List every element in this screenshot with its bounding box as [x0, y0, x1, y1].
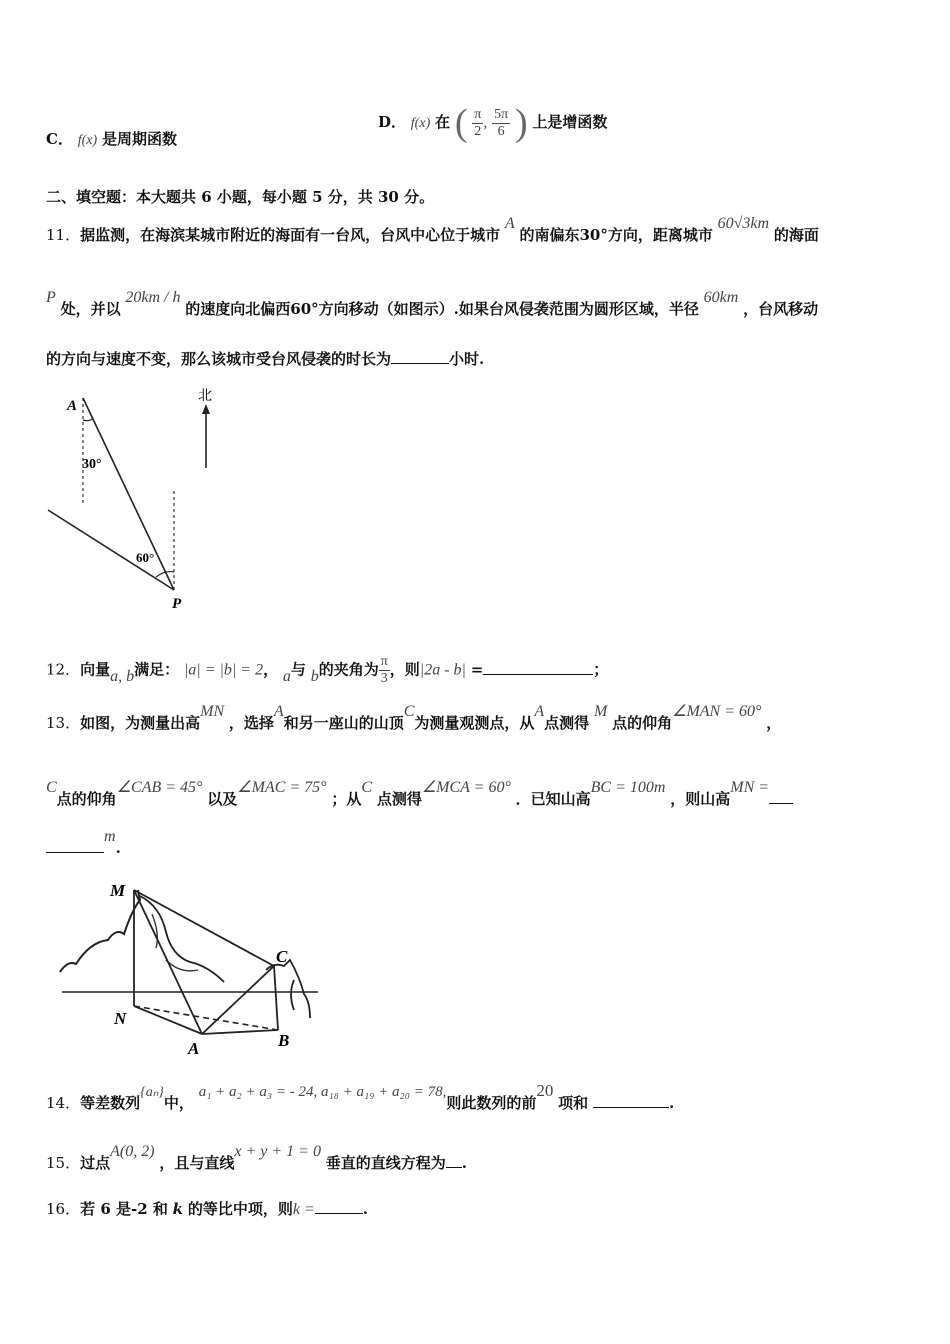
q13-num: 13．	[46, 714, 81, 732]
fig11-angle-60: 60°	[136, 550, 155, 565]
q13-text-2: ，选择	[228, 714, 274, 732]
section-title: 二、填空题：本大题共 6 小题，每小题 5 分，共 30 分。	[46, 188, 435, 206]
q11-math-dist: 60√3km	[717, 215, 770, 232]
q11-math-P: P	[46, 289, 56, 306]
mountain-c-outline	[266, 960, 310, 1018]
interval-open: (	[454, 102, 468, 144]
segment-ab	[202, 1030, 278, 1034]
q15-math-line: x + y + 1 = 0	[234, 1143, 321, 1160]
fig13-label-B: B	[278, 1031, 290, 1050]
option-d-line	[378, 104, 607, 142]
q13-math-BC: BC = 100m	[590, 779, 666, 796]
q13-math-MN: MN	[200, 703, 225, 720]
q13-math-MAC: ∠MAC = 75°	[237, 779, 327, 796]
interval-frac-1	[472, 107, 483, 140]
option-c-math: f(x)	[77, 133, 98, 148]
q13-math-M: M	[593, 703, 608, 720]
q13-text-7: ，	[766, 714, 782, 732]
q16-line	[46, 1198, 900, 1219]
q13-text-9: 以及	[207, 790, 238, 808]
q12-text-2: 满足：	[134, 660, 180, 679]
q16-answer-blank[interactable]	[315, 1199, 363, 1214]
q13-math-MN2: MN =	[730, 779, 770, 796]
q11-line2	[46, 289, 900, 319]
q13-math-MAN: ∠MAN = 60°	[672, 703, 762, 720]
q11-text-1a: 据监测，在海滨某城市附近的海面有一台风，台风中心位于城市	[80, 226, 501, 244]
q12-text-4: 与	[290, 660, 306, 679]
q13-math-C3: C	[361, 779, 373, 796]
q11-math-A: A	[504, 215, 515, 232]
q12-text-3: ，	[263, 660, 279, 679]
segment-mc	[134, 890, 274, 966]
q12-math-b: b	[310, 667, 319, 685]
q11-text-1b: 的南偏东	[519, 226, 580, 244]
q13-math-C: C	[403, 703, 415, 720]
q12-frac-num: π	[380, 654, 388, 669]
segment-na	[134, 1006, 202, 1034]
fig13-label-A: A	[188, 1039, 200, 1058]
frac1-den: 2	[474, 123, 482, 139]
frac1-num: π	[474, 106, 482, 122]
q11-text-2b: 的速度向北偏西	[185, 300, 291, 318]
q12-answer-blank[interactable]	[483, 660, 593, 675]
q11-num: 11．	[46, 226, 81, 244]
q12-math-cond: |a| = |b| = 2	[183, 661, 264, 679]
q15-text-1: 过点	[80, 1154, 111, 1172]
q13-text-8: 点的仰角	[56, 790, 117, 808]
option-d-pre: 在	[435, 113, 451, 131]
q16-num: 16．	[46, 1200, 81, 1218]
q14-text-4: 项和	[558, 1094, 589, 1112]
q11-text-1d: 的海面	[773, 226, 819, 244]
q12-angle-frac	[379, 654, 390, 687]
q15-line	[46, 1143, 900, 1173]
fig13-label-M: M	[110, 881, 126, 900]
q14-math-seq: {aₙ}	[140, 1085, 164, 1100]
fig11-label-P: P	[172, 596, 182, 612]
segment-cb	[274, 966, 278, 1030]
q14-num: 14．	[46, 1094, 81, 1112]
interval-close: )	[514, 102, 528, 144]
q11-text-2c: 方向移动（如图示）.如果台风侵袭范围为圆形区域，半径	[318, 300, 699, 318]
q14-text-1: 等差数列	[80, 1094, 141, 1112]
q13-text-10: ；从	[331, 790, 362, 808]
q11-text-3a: 的方向与速度不变，那么该城市受台风侵袭的时长为	[46, 350, 392, 368]
q13-text-14: .	[115, 839, 121, 857]
q11-math-radius: 60km	[703, 289, 739, 306]
option-d-label: D．	[378, 113, 407, 131]
q13-math-CAB: ∠CAB = 45°	[116, 779, 203, 796]
q12-text-5: 的夹角为	[318, 660, 379, 679]
fig11-north-label: 北	[198, 388, 212, 404]
q16-text-3: .	[362, 1200, 368, 1218]
angle-30-arc	[83, 418, 93, 421]
q11-answer-blank[interactable]	[391, 349, 449, 364]
q14-answer-blank[interactable]	[593, 1093, 669, 1108]
north-arrow-icon	[202, 404, 210, 414]
q13-math-A2: A	[534, 703, 545, 720]
q11-deg60: 60°	[290, 300, 319, 318]
mountain-figure	[48, 870, 338, 1060]
q15-math-point: A(0, 2)	[110, 1143, 155, 1160]
option-d-math: f(x)	[410, 116, 431, 131]
fig13-label-N: N	[114, 1009, 127, 1028]
q13-text-11: 点测得	[376, 790, 422, 808]
q15-text-4: .	[461, 1154, 467, 1172]
q13-answer-blank-b[interactable]	[46, 838, 104, 853]
q16-math-k: k =	[292, 1201, 315, 1218]
typhoon-figure	[40, 384, 230, 614]
q12-math-a: a	[282, 667, 291, 685]
q14-math-20: 20	[536, 1081, 554, 1100]
q11-text-1c: 方向，距离城市	[607, 226, 713, 244]
q13-math-MCA: ∠MCA = 60°	[421, 779, 511, 796]
q12-math-ab: a, b	[110, 667, 135, 685]
mountain-m-outline-left	[60, 890, 140, 972]
q11-math-speed: 20km / h	[125, 289, 181, 306]
q11-text-3b: 小时.	[449, 350, 485, 368]
q14-line	[46, 1081, 900, 1113]
q13-math-unit: m	[104, 828, 116, 845]
q13-text-4: 为测量观测点，从	[414, 714, 535, 732]
q12-equals: =	[470, 660, 484, 679]
q13-line3	[46, 828, 900, 858]
q16-text-2: 的等比中项，则	[187, 1200, 293, 1218]
option-c-label: C．	[46, 130, 73, 148]
q13-text-5: 点测得	[544, 714, 590, 732]
q12-text-1: 向量	[80, 660, 111, 679]
q13-answer-blank-a[interactable]	[769, 789, 793, 804]
q12-text-8: ；	[593, 660, 609, 679]
fig11-label-A: A	[67, 398, 78, 414]
q13-math-C2: C	[46, 779, 57, 796]
q12-text-6: ，则	[389, 660, 420, 679]
segment-nb-dashed	[134, 1006, 278, 1030]
q13-line1	[46, 703, 900, 733]
q15-text-3: 垂直的直线方程为	[325, 1154, 446, 1172]
q16-k: k	[172, 1200, 184, 1218]
interval-frac-2	[492, 107, 510, 140]
q16-text-1: 若 6 是-2 和	[80, 1200, 168, 1218]
q12-frac-den: 3	[380, 671, 388, 686]
fig11-angle-30: 30°	[82, 457, 102, 472]
q12-num: 12．	[46, 660, 81, 679]
q14-math-eq: a₁ + a₂ + a₃ = - 24, a₁₈ + a₁₉ + a₂₀ = 78,	[198, 1084, 447, 1100]
q13-text-3: 和另一座山的山顶	[283, 714, 404, 732]
q15-text-2: ，且与直线	[159, 1154, 235, 1172]
q14-text-5: .	[668, 1094, 675, 1112]
q15-num: 15．	[46, 1154, 81, 1172]
q14-text-3: 则此数列的前	[446, 1094, 537, 1112]
frac2-num: 5π	[494, 106, 509, 122]
q12-math-expr: |2a - b|	[419, 661, 466, 679]
q11-line1	[46, 215, 900, 245]
q11-deg30: 30°	[579, 226, 608, 244]
q13-math-A: A	[273, 703, 284, 720]
interval-comma: ,	[483, 114, 488, 131]
q13-text-6: 点的仰角	[612, 714, 673, 732]
q13-text-12: ．已知山高	[515, 790, 591, 808]
option-d-text: 上是增函数	[532, 113, 608, 131]
q13-text-13: ，则山高	[670, 790, 731, 808]
angle-60-arc	[156, 572, 174, 577]
fig13-label-C: C	[276, 947, 288, 966]
option-c-text: 是周期函数	[101, 130, 177, 148]
q12-line	[46, 654, 900, 687]
q15-answer-blank[interactable]	[446, 1153, 462, 1168]
q13-line2	[46, 779, 900, 809]
q11-line3	[46, 348, 900, 369]
frac2-den: 6	[497, 123, 505, 139]
q13-text-1: 如图，为测量出高	[80, 714, 201, 732]
q11-text-2d: ，台风移动	[743, 300, 819, 318]
q14-text-2: 中，	[163, 1094, 194, 1112]
q11-text-2a: 处，并以	[60, 300, 121, 318]
